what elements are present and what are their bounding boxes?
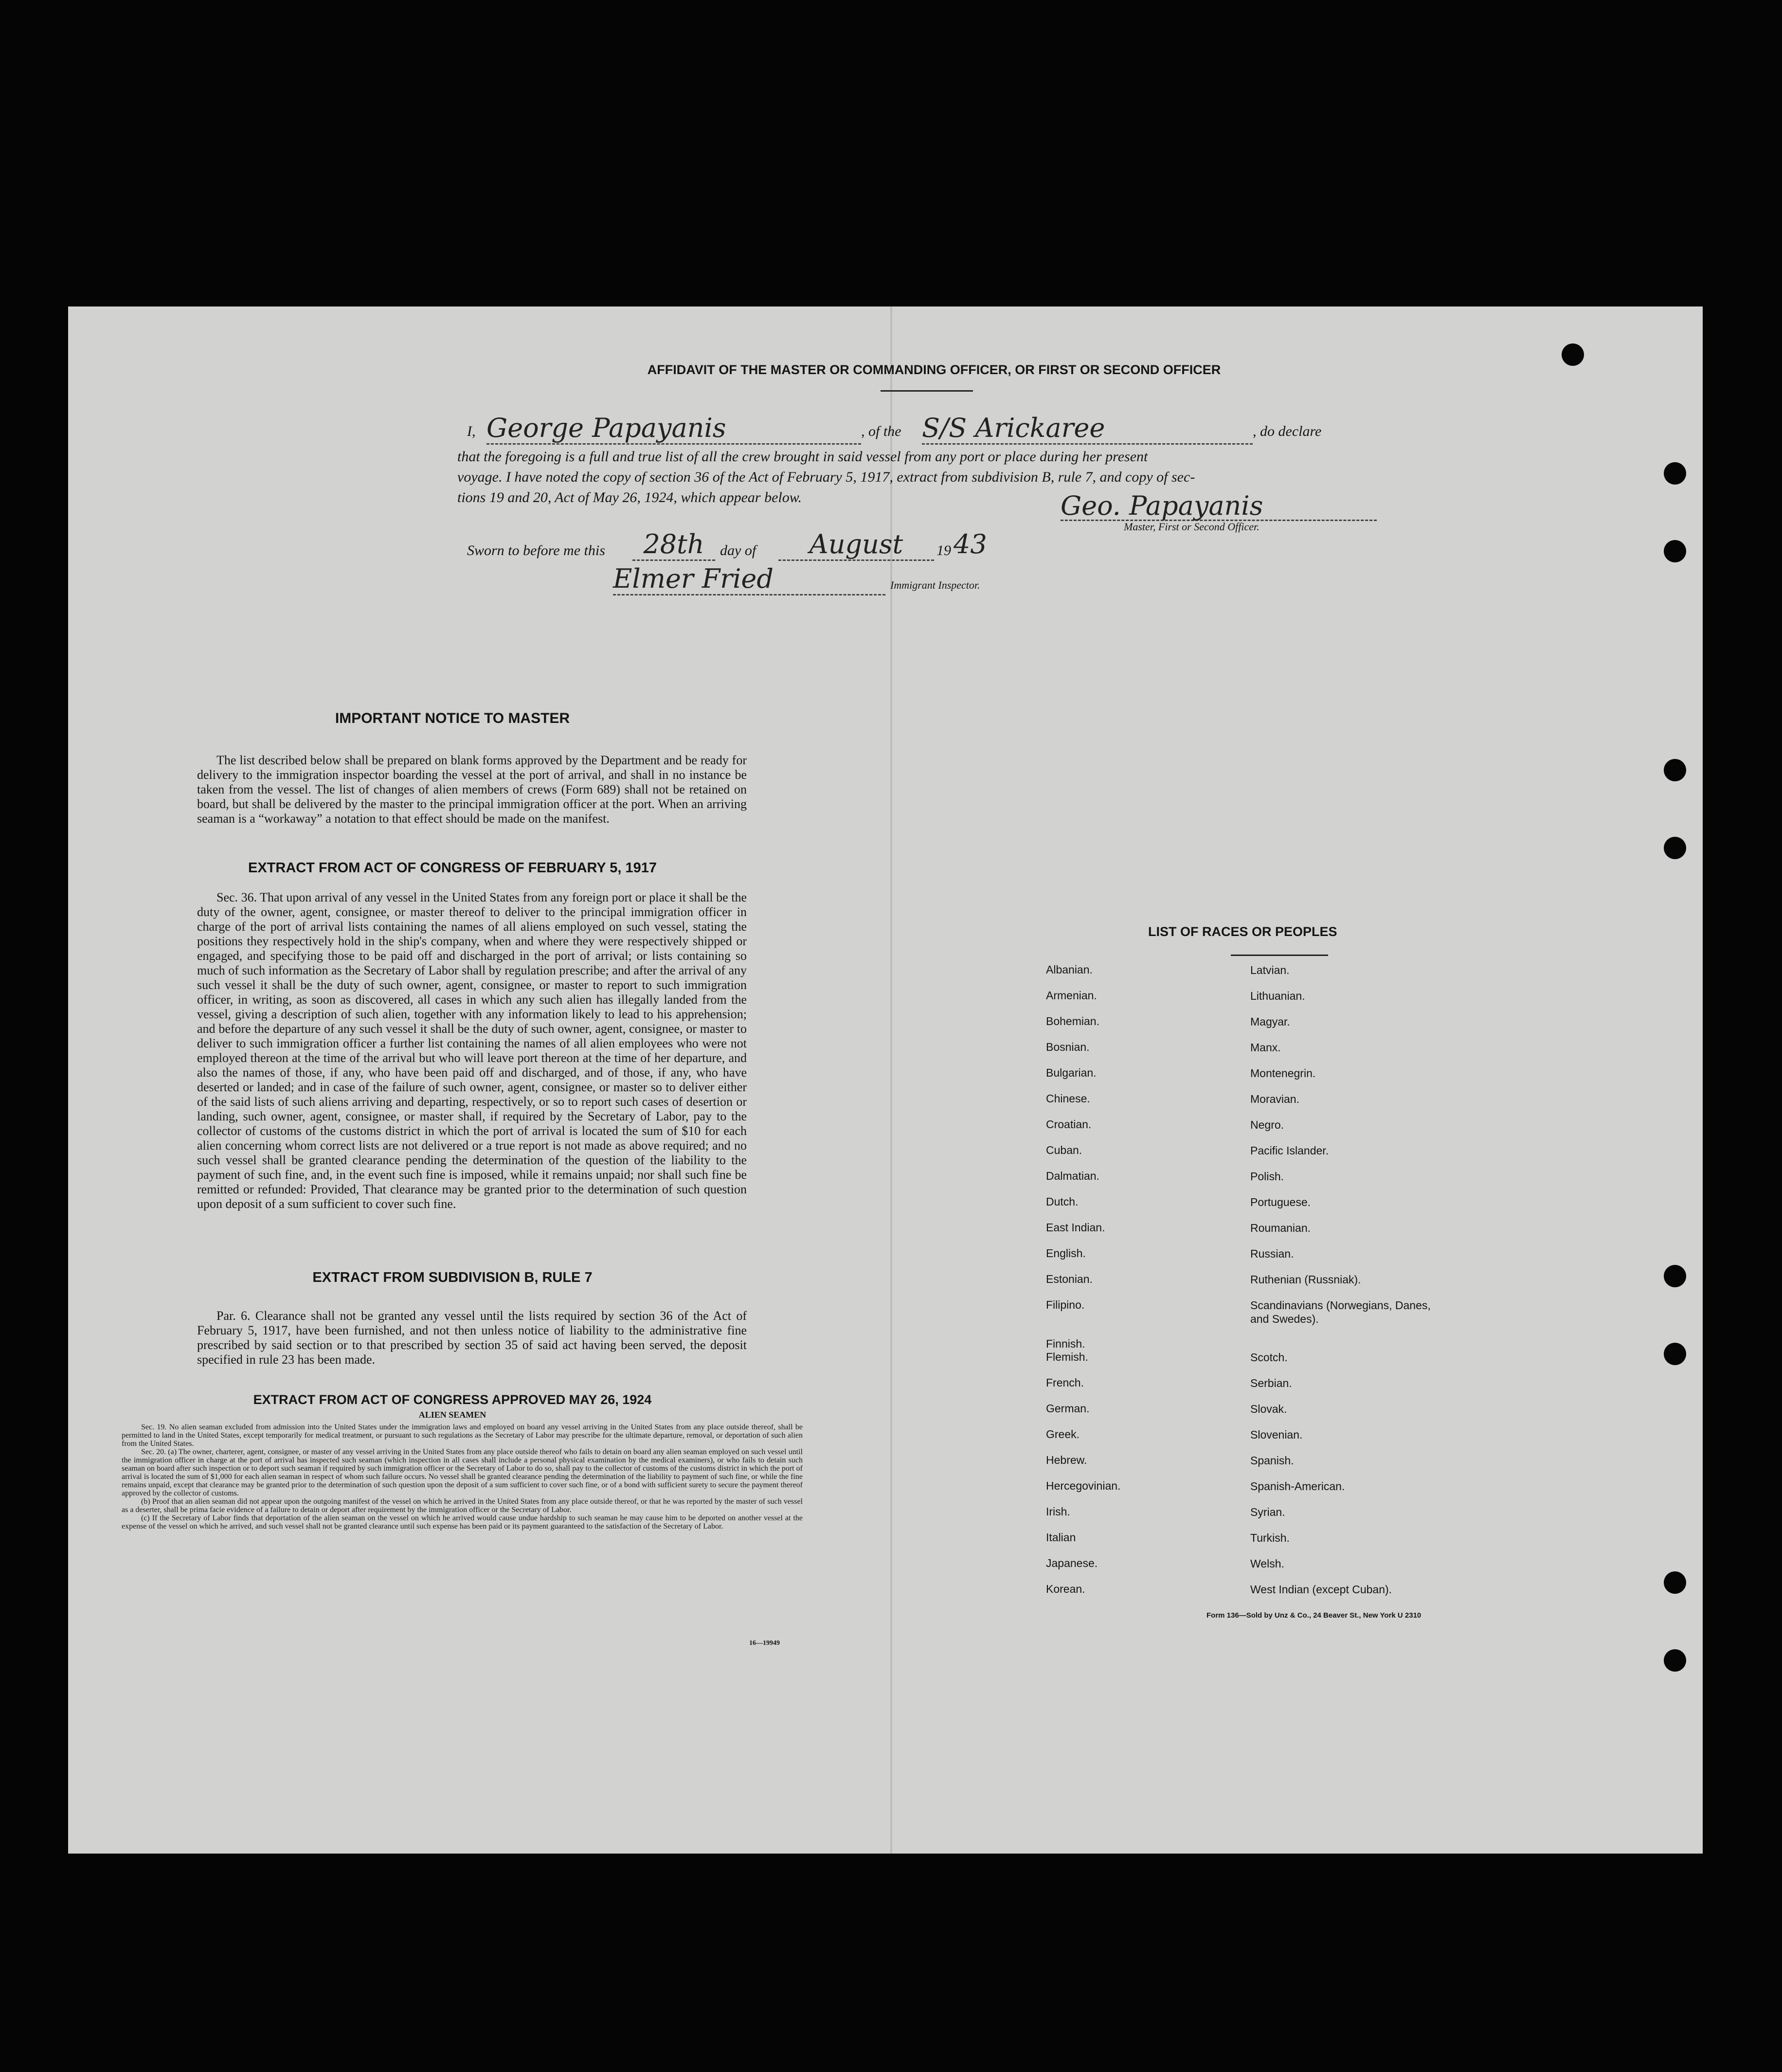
form-code: 16—19949 <box>749 1640 780 1647</box>
race-row <box>1046 1195 1532 1221</box>
race-left: Armenian. <box>1046 989 1097 1002</box>
race-right: Welsh. <box>1250 1557 1284 1570</box>
extract-1917-title: EXTRACT FROM ACT OF CONGRESS OF FEBRUARY 5, 1917 <box>248 860 657 876</box>
divider <box>1231 955 1328 956</box>
race-left: Croatian. <box>1046 1118 1092 1131</box>
race-left: Irish. <box>1046 1505 1070 1518</box>
extract-1924-title: EXTRACT FROM ACT OF CONGRESS APPROVED MAY 26, 1924 <box>253 1392 652 1407</box>
race-row <box>1046 1298 1532 1337</box>
master-caption: Master, First or Second Officer. <box>1124 521 1260 533</box>
section-19-text: Sec. 19. No alien seaman excluded from admission into the United States under the immigration laws and employed on board any vessel arriving in the United States from any place outside thereof, shall be permitted to land in the United States, except temporarily for medical treatment, or pursuant to such regulations as the Secretary of Labor may prescribe for the ultimate departure, removal, or deportation of such alien from the United States. <box>122 1423 803 1448</box>
race-row <box>1046 1505 1532 1531</box>
sworn-label: Sworn to before me this <box>467 542 605 559</box>
year-handwritten: 43 <box>954 529 987 559</box>
race-right: Roumanian. <box>1250 1222 1311 1234</box>
divider <box>881 390 973 392</box>
race-left: Korean. <box>1046 1583 1085 1595</box>
race-right: Magyar. <box>1250 1015 1290 1028</box>
race-right: Polish. <box>1250 1170 1284 1183</box>
extract-rule7-title: EXTRACT FROM SUBDIVISION B, RULE 7 <box>312 1270 593 1285</box>
race-row <box>1046 1376 1532 1402</box>
race-right: Syrian. <box>1250 1506 1285 1518</box>
race-right: Slovak. <box>1250 1403 1287 1415</box>
race-right: Negro. <box>1250 1118 1284 1131</box>
extract-1924-subtitle: ALIEN SEAMEN <box>418 1410 486 1420</box>
month-handwritten: August <box>778 529 934 561</box>
race-row <box>1046 1092 1532 1118</box>
race-left: Flemish. <box>1046 1351 1088 1363</box>
do-declare-label: , do declare <box>1253 423 1322 439</box>
punch-hole <box>1664 540 1686 562</box>
race-right: Scotch. <box>1250 1351 1288 1364</box>
punch-hole <box>1664 1571 1686 1594</box>
punch-hole <box>1664 1265 1686 1287</box>
race-row <box>1046 1583 1532 1608</box>
race-left: Albanian. <box>1046 963 1093 976</box>
race-left: Finnish. <box>1046 1337 1085 1350</box>
form-footer: Form 136—Sold by Unz & Co., 24 Beaver St., New York U 2310 <box>1206 1611 1422 1620</box>
punch-hole <box>1664 462 1686 485</box>
race-left: Hebrew. <box>1046 1454 1087 1466</box>
race-row <box>1046 963 1532 989</box>
race-left: Bosnian. <box>1046 1041 1090 1053</box>
day-handwritten: 28th <box>632 529 715 561</box>
race-left: Estonian. <box>1046 1273 1093 1285</box>
race-left: Cuban. <box>1046 1144 1082 1156</box>
race-row <box>1046 1337 1532 1351</box>
race-left: Dalmatian. <box>1046 1170 1099 1182</box>
year-prefix: 19 <box>936 542 951 559</box>
race-right: Manx. <box>1250 1041 1281 1054</box>
race-right: Turkish. <box>1250 1531 1290 1544</box>
punch-hole <box>1664 1649 1686 1672</box>
race-row <box>1046 1454 1532 1479</box>
race-right: Slovenian. <box>1250 1428 1303 1441</box>
section-20a-text: Sec. 20. (a) The owner, charterer, agent, consignee, or master of any vessel arriving in the United States from any place outside thereof who fails to detain on board any alien seaman employed on such vessel until the immigration officer in charge at the port of arrival has inspected such seaman (which inspection in all cases shall include a personal physical examination by the medical examiners), or who fails to detain such seaman on board after such inspection or to deport such seaman if required by such immigration officer or the Secretary of Labor to do so, shall pay to the collector of customs of the customs district in which the port of arrival is located the sum of $1,000 for each alien seaman in respect of whom such failure occurs. No vessel shall be granted clearance pending the determination of the liability to payment of such fine, or while the fine remains unpaid, except that clearance may be granted prior to the determination of such question upon the deposit of a sum sufficient to cover such fine, or of a bond with sufficient surety to secure the payment thereof approved by the collector of customs. <box>122 1448 803 1497</box>
race-right: Portuguese. <box>1250 1196 1311 1208</box>
race-right: West Indian (except Cuban). <box>1250 1583 1392 1596</box>
inspector-caption: Immigrant Inspector. <box>890 579 980 591</box>
declaration-line: voyage. I have noted the copy of section 36 of the Act of February 5, 1917, extract from subdivision B, rule 7, and copy of sec- <box>457 469 1195 485</box>
race-row <box>1046 1531 1532 1557</box>
race-left: Japanese. <box>1046 1557 1098 1569</box>
document-sheet <box>68 306 1703 1854</box>
race-row <box>1046 1015 1532 1041</box>
race-right: Pacific Islander. <box>1250 1144 1329 1157</box>
day-of-label: day of <box>720 542 756 559</box>
race-left: Greek. <box>1046 1428 1080 1441</box>
race-row <box>1046 1247 1532 1273</box>
extract-rule7-text: Par. 6. Clearance shall not be granted any vessel until the lists required by section 36 of the Act of February 5, 1917, have been furnished, and not then unless notice of liability to the administrative fine prescribed by said section or to that prescribed by section 35 of said act having been served, the deposit specified in rule 23 has been made. <box>197 1309 747 1367</box>
race-left: Italian <box>1046 1531 1076 1544</box>
race-right: Montenegrin. <box>1250 1067 1316 1080</box>
race-row <box>1046 1273 1532 1298</box>
race-left: English. <box>1046 1247 1086 1260</box>
race-left: French. <box>1046 1376 1084 1389</box>
race-left: Filipino. <box>1046 1298 1085 1311</box>
inspector-signature-block <box>613 563 1099 597</box>
race-right: Russian. <box>1250 1247 1294 1260</box>
affidavit-title: AFFIDAVIT OF THE MASTER OR COMMANDING OFFICER, OR FIRST OR SECOND OFFICER <box>647 362 1221 377</box>
race-row <box>1046 1479 1532 1505</box>
race-right: Spanish-American. <box>1250 1480 1345 1493</box>
race-right: Spanish. <box>1250 1454 1294 1467</box>
race-row <box>1046 1221 1532 1247</box>
race-row <box>1046 1557 1532 1583</box>
race-left: Dutch. <box>1046 1195 1079 1208</box>
affidavit-declarant-line <box>467 413 1416 447</box>
race-left: Chinese. <box>1046 1092 1090 1105</box>
race-row <box>1046 1118 1532 1144</box>
section-20b-text: (b) Proof that an alien seaman did not appear upon the outgoing manifest of the vessel on which he arrived in the United States from any place outside thereof, or that he was reported by the master of such vessel as a deserter, shall be prima facie evidence of a failure to detain or deport after requirement by the immigration officer or the Secretary of Labor. <box>122 1497 803 1514</box>
race-row <box>1046 1066 1532 1092</box>
race-row <box>1046 1041 1532 1066</box>
race-right: Latvian. <box>1250 964 1290 976</box>
race-right: Moravian. <box>1250 1093 1299 1105</box>
section-20c-text: (c) If the Secretary of Labor finds that deportation of the alien seaman on the vessel on which he arrived would cause undue hardship to such seaman he may cause him to be deported on another vessel at the expense of the vessel on which he arrived, and such vessel shall not be granted clearance until such expense has been paid or its payment guaranteed to the satisfaction of the Secretary of Labor. <box>122 1514 803 1531</box>
race-left: Bohemian. <box>1046 1015 1099 1027</box>
of-the-label: , of the <box>861 423 901 439</box>
race-right: Scandinavians (Norwegians, Danes, and Swedes). <box>1250 1299 1431 1325</box>
race-row <box>1046 989 1532 1015</box>
race-row <box>1046 1428 1532 1454</box>
race-row <box>1046 1402 1532 1428</box>
declaration-line: tions 19 and 20, Act of May 26, 1924, which appear below. <box>457 489 802 505</box>
race-row <box>1046 1144 1532 1170</box>
punch-hole <box>1664 759 1686 781</box>
extract-1924-body <box>122 1423 803 1531</box>
punch-hole <box>1664 1343 1686 1365</box>
race-right: Ruthenian (Russniak). <box>1250 1273 1361 1286</box>
i-label: I, <box>467 423 476 439</box>
notice-text: The list described below shall be prepared on blank forms approved by the Department and be ready for delivery to the immigration inspector boarding the vessel at the port of arrival, and shall in no instance be taken from the vessel. The list of changes of alien members of crews (Form 689) shall not be retained on board, but shall be delivered by the master to the principal immigration officer at the port. When an arriving seaman is a “workaway” a notation to that effect should be made on the manifest. <box>197 753 747 826</box>
master-name-handwritten: George Papayanis <box>486 413 861 445</box>
punch-hole <box>1562 343 1584 366</box>
races-title: LIST OF RACES OR PEOPLES <box>1148 924 1337 939</box>
race-left: East Indian. <box>1046 1221 1105 1234</box>
notice-title: IMPORTANT NOTICE TO MASTER <box>335 710 570 726</box>
master-signature-block <box>1061 490 1382 539</box>
race-right: Lithuanian. <box>1250 990 1305 1002</box>
vessel-handwritten: S/S Arickaree <box>922 413 1253 445</box>
master-signature: Geo. Papayanis <box>1061 490 1377 521</box>
race-right: Serbian. <box>1250 1377 1292 1389</box>
inspector-signature: Elmer Fried <box>613 563 885 595</box>
races-list <box>1046 963 1532 1608</box>
race-row <box>1046 1170 1532 1195</box>
race-left: German. <box>1046 1402 1090 1415</box>
punch-hole <box>1664 837 1686 859</box>
sworn-line <box>467 529 1099 567</box>
race-left: Hercegovinian. <box>1046 1479 1121 1492</box>
extract-1917-text: Sec. 36. That upon arrival of any vessel in the United States from any foreign port or place it shall be the duty of the owner, agent, consignee, or master thereof to deliver to the principal immigration officer in charge of the port of arrival lists containing the names of all aliens employed on such vessel, stating the positions they respectively hold in the ship's company, when and where they were respectively shipped or engaged, and specifying those to be paid off and discharged in the port of arrival; or lists containing so much of such information as the Secretary of Labor shall by regulation prescribe; and after the arrival of any such vessel it shall be the duty of such owner, agent, consignee, or master to report to such immigration officer, in writing, as soon as discovered, all cases in which any such alien has illegally landed from the vessel, giving a description of such alien, together with any information likely to lead to his apprehension; and before the departure of any such vessel it shall be the duty of such owner, agent, consignee, or master to deliver to such immigration officer a further list containing the names of all alien employees who were not employed thereon at the time of the arrival but who will leave port thereon at the time of her departure, and also the names of those, if any, who have been paid off and discharged, and of those, if any, who have deserted or landed; and in case of the failure of such owner, agent, consignee, or master so to deliver either of the said lists of such aliens arriving and departing, respectively, or so to report such cases of desertion or landing, such owner, agent, consignee, or master shall, if required by the Secretary of Labor, pay to the collector of customs of the customs district in which the port of arrival is located the sum of $10 for each alien concerning whom correct lists are not delivered or a true report is not made as above required; and no such vessel shall be granted clearance pending the determination of the question of the liability to the payment of such fine, and, in the event such fine is imposed, while it remains unpaid; nor shall such fine be remitted or refunded: Provided, That clearance may be granted prior to the determination of such question upon deposit of a sum sufficient to cover such fine. <box>197 890 747 1211</box>
race-row <box>1046 1351 1532 1376</box>
declaration-line: that the foregoing is a full and true list of all the crew brought in said vessel from any port or place during her present <box>457 449 1148 465</box>
race-left: Bulgarian. <box>1046 1066 1097 1079</box>
